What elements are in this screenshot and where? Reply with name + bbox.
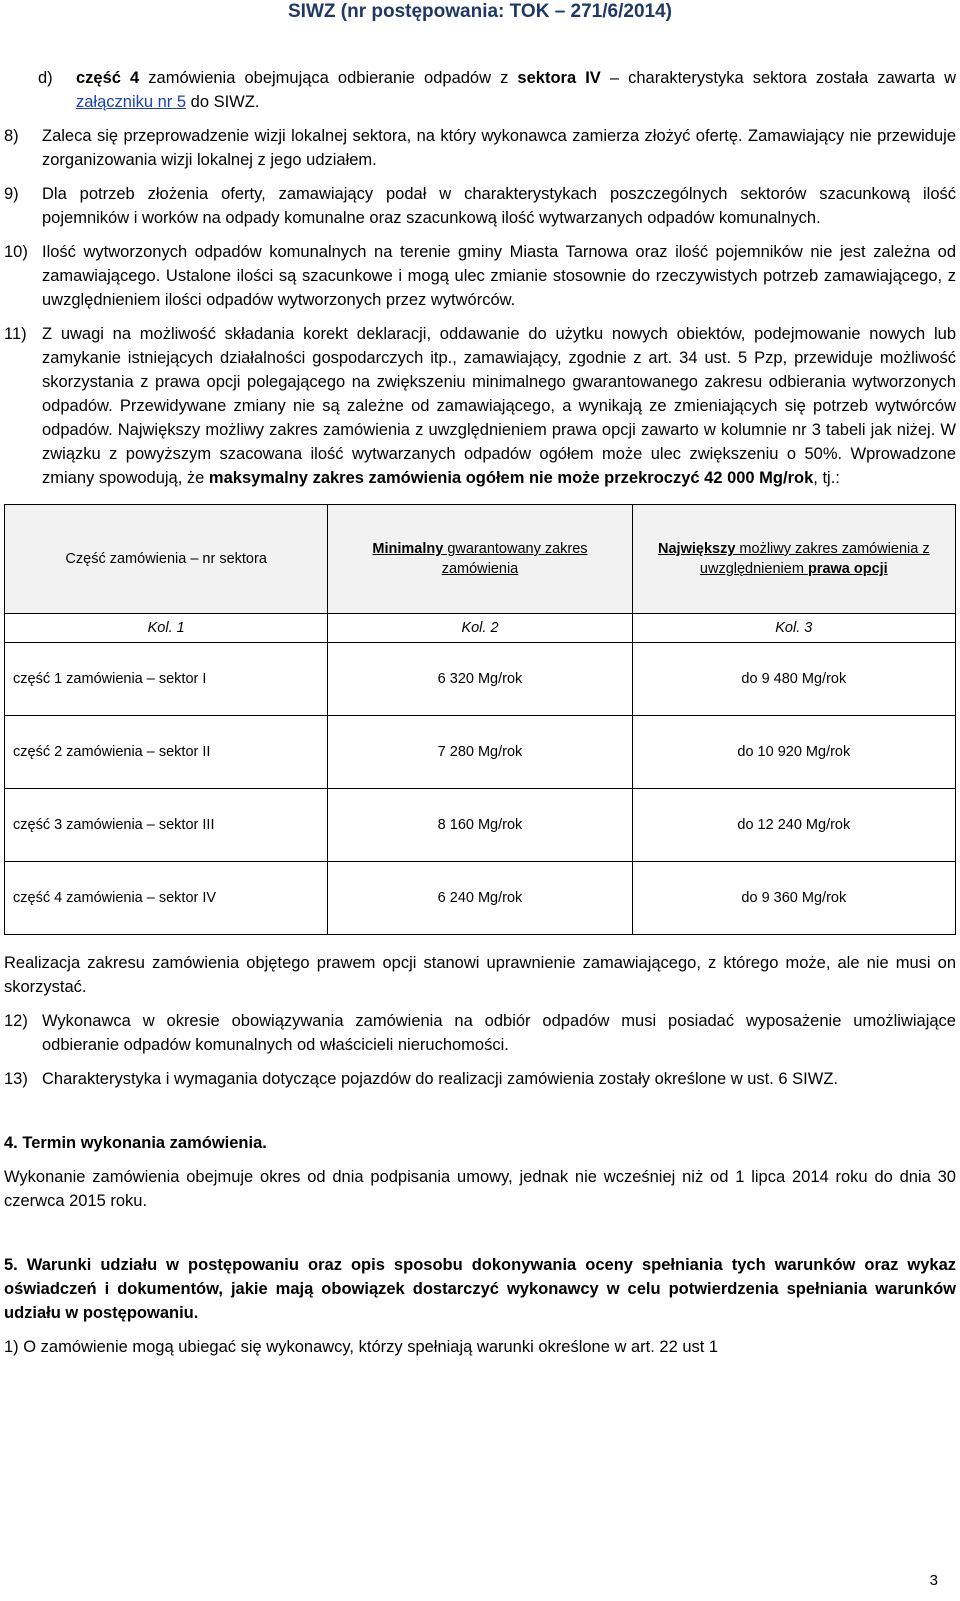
table-row [5, 789, 956, 862]
table-cell-max: do 12 240 Mg/rok [632, 789, 955, 862]
table-cell-part: część 1 zamówienia – sektor I [5, 643, 328, 716]
list-item-9 [4, 182, 956, 230]
table-cell-min: 6 320 Mg/rok [328, 643, 632, 716]
list-item-12 [4, 1009, 956, 1057]
text-run: do SIWZ. [186, 93, 260, 111]
part-label: część 4 [76, 69, 140, 87]
item-text: Zaleca się przeprowadzenie wizji lokalnej sektora, na który wykonawca zamierza złożyć ofertę. Zamawiający nie przewiduje zorganizowania wizji lokalnej z jego udziałem. [42, 127, 956, 169]
item-text [42, 322, 956, 490]
table-header-cell [632, 505, 955, 614]
list-item-11 [4, 322, 956, 490]
table-cell-max: do 9 360 Mg/rok [632, 862, 955, 935]
page-number: 3 [929, 1572, 938, 1589]
header-emphasis: Minimalny [372, 541, 444, 557]
header-emphasis: prawa opcji [807, 561, 888, 577]
item-number: d) [38, 69, 53, 87]
table-row [5, 862, 956, 935]
table-cell-part: część 2 zamówienia – sektor II [5, 716, 328, 789]
item-text: Wykonawca w okresie obowiązywania zamówienia na odbiór odpadów musi posiadać wyposażenie umożliwiające odbieranie odpadów komunalnych od właścicieli nieruchomości. [42, 1012, 956, 1054]
header-title: SIWZ (nr postępowania: TOK – 271/6/2014) [288, 1, 672, 22]
column-number: Kol. 2 [328, 614, 632, 643]
table-header-row [5, 505, 956, 614]
text-run: , tj.: [813, 469, 840, 487]
table-cell-min: 8 160 Mg/rok [328, 789, 632, 862]
document-header [0, 0, 960, 24]
table-cell-min: 6 240 Mg/rok [328, 862, 632, 935]
table-cell-max: do 10 920 Mg/rok [632, 716, 955, 789]
item-number: 11) [4, 325, 27, 343]
section-4-text: Wykonanie zamówienia obejmuje okres od dnia podpisania umowy, jednak nie wcześniej niż od 1 lipca 2014 roku do dnia 30 czerwca 2015 roku. [4, 1168, 956, 1210]
list-item-10 [4, 240, 956, 312]
item-number: 13) [4, 1070, 28, 1088]
sector-label: sektora IV [517, 69, 601, 87]
item-text: Ilość wytworzonych odpadów komunalnych na terenie gminy Miasta Tarnowa oraz ilość pojemników nie jest zależna od zamawiającego. Ustalone ilości są szacunkowe i mogą ulec zmianie stosownie do rzeczywistych potrzeb zamawiającego, z uwzględnieniem ilości odpadów wytworzonych przez wytwórców. [42, 243, 956, 309]
item-number: 12) [4, 1012, 28, 1030]
item-text: Dla potrzeb złożenia oferty, zamawiający podał w charakterystykach poszczególnych sektorów szacunkową ilość pojemników i worków na odpady komunalne oraz szacunkową ilość wytwarzanych odpadów komunalnych. [42, 185, 956, 227]
header-text: gwarantowany zakres zamówienia [441, 541, 588, 577]
text-run: – charakterystyka sektora została zawarta w [600, 69, 956, 87]
header-text: możliwy zakres zamówienia z uwzględnieniem [699, 541, 930, 577]
list-item-d [38, 66, 956, 114]
column-number: Kol. 3 [632, 614, 955, 643]
table-cell-part: część 4 zamówienia – sektor IV [5, 862, 328, 935]
table-cell-part: część 3 zamówienia – sektor III [5, 789, 328, 862]
table-column-numbers [5, 614, 956, 643]
table-row [5, 643, 956, 716]
table-header-cell [328, 505, 632, 614]
scope-table [4, 504, 956, 935]
text-run: zamówienia obejmująca odbieranie odpadów z [139, 69, 518, 87]
item-number: 10) [4, 243, 28, 261]
list-item-13 [4, 1067, 956, 1091]
section-4-title: 4. Termin wykonania zamówienia. [4, 1134, 267, 1152]
option-note: Realizacja zakresu zamówienia objętego prawem opcji stanowi uprawnienie zamawiającego, z którego może, ale nie musi on skorzystać. [4, 954, 956, 996]
text-run: Z uwagi na możliwość składania korekt deklaracji, oddawanie do użytku nowych obiektów, podejmowanie nowych lub zamykanie istniejących działalności gospodarczych itp., zamawiający, zgodnie z art. 34 ust. 5 Pzp, przewiduje możliwość skorzystania z prawa opcji polegającego na zwiększeniu minimalnego gwarantowanego zakresu odbierania wytworzonych odpadów. Przewidywane zmiany nie są zależne od zamawiającego, a wynikają ze zmieniających się potrzeb wytwórców odpadów. Największy możliwy zakres zamówienia z uwzględnieniem prawa opcji zawarto w kolumnie nr 3 tabeli jak niżej. W związku z powyższym szacowana ilość wytwarzanych odpadów ogółem może ulec zwiększeniu o 50%. Wprowadzone zmiany spowodują, że [42, 325, 956, 487]
section-5-item-1: 1) O zamówienie mogą ubiegać się wykonawcy, którzy spełniają warunki określone w art. 22 ust 1 [4, 1338, 719, 1356]
max-scope-statement: maksymalny zakres zamówienia ogółem nie może przekroczyć 42 000 Mg/rok [208, 469, 814, 487]
item-number: 9) [4, 185, 19, 203]
table-cell-max: do 9 480 Mg/rok [632, 643, 955, 716]
document-body [4, 66, 956, 1369]
list-item-8 [4, 124, 956, 172]
item-text: Charakterystyka i wymagania dotyczące pojazdów do realizacji zamówienia zostały określone w ust. 6 SIWZ. [42, 1070, 839, 1088]
header-emphasis: Największy [658, 541, 736, 557]
item-number: 8) [4, 127, 19, 145]
table-row [5, 716, 956, 789]
attachment-link[interactable]: załączniku nr 5 [76, 93, 187, 111]
column-number: Kol. 1 [5, 614, 328, 643]
table-header-cell: Część zamówienia – nr sektora [5, 505, 328, 614]
section-5-title: 5. Warunki udziału w postępowaniu oraz opis sposobu dokonywania oceny spełniania tych warunków oraz wykaz oświadczeń i dokumentów, jakie mają obowiązek dostarczyć wykonawcy w celu potwierdzenia spełniania warunków udziału w postępowaniu. [4, 1256, 956, 1322]
table-cell-min: 7 280 Mg/rok [328, 716, 632, 789]
item-text [76, 66, 956, 114]
